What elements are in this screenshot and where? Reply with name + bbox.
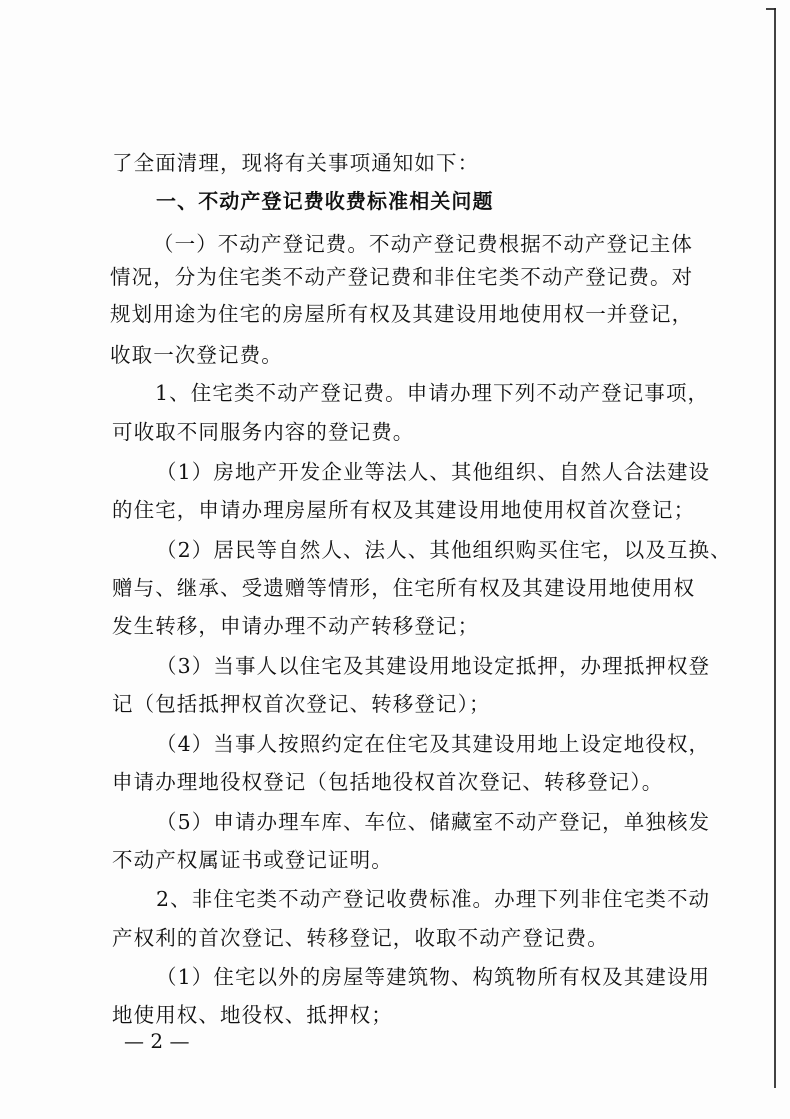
text-line: （3）当事人以住宅及其建设用地设定抵押，办理抵押权登 [156,654,711,678]
text-line: 1、住宅类不动产登记费。申请办理下列不动产登记事项， [155,381,710,405]
text-line: （4）当事人按照约定在住宅及其建设用地上设定地役权， [156,732,711,756]
text-line: （1）住宅以外的房屋等建筑物、构筑物所有权及其建设用 [156,965,711,989]
text-line: 申请办理地役权登记（包括地役权首次登记、转移登记）。 [112,770,664,794]
text-line: 发生转移，申请办理不动产转移登记； [112,614,480,638]
text-line: 不动产权属证书或登记证明。 [112,848,393,872]
text-line: 赠与、继承、受遗赠等情形，住宅所有权及其建设用地使用权 [112,576,696,600]
text-line: 了全面清理，现将有关事项通知如下： [112,151,480,175]
text-line: 记（包括抵押权首次登记、转移登记）； [112,692,491,716]
text-line: 地使用权、地役权、抵押权； [112,1003,393,1027]
text-line: 规划用途为住宅的房屋所有权及其建设用地使用权一并登记， [110,302,694,326]
text-line: （5）申请办理车库、车位、储藏室不动产登记，单独核发 [156,810,711,834]
text-line: （2）居民等自然人、法人、其他组织购买住宅，以及互换、 [156,538,732,562]
page-number: — 2 — [124,1029,190,1053]
text-line: 收取一次登记费。 [110,343,283,367]
text-line: 2、非住宅类不动产登记收费标准。办理下列非住宅类不动 [156,887,711,911]
text-line: 产权利的首次登记、转移登记，收取不动产登记费。 [112,926,609,950]
text-line: （1）房地产开发企业等法人、其他组织、自然人合法建设 [156,460,711,484]
section-heading: 一、不动产登记费收费标准相关问题 [156,189,494,213]
text-line: 情况，分为住宅类不动产登记费和非住宅类不动产登记费。对 [110,265,694,289]
text-line: （一）不动产登记费。不动产登记费根据不动产登记主体 [153,232,693,256]
text-line: 可收取不同服务内容的登记费。 [112,420,415,444]
page-edge-line [774,8,776,1088]
text-line: 的住宅，申请办理房屋所有权及其建设用地使用权首次登记； [112,498,696,522]
